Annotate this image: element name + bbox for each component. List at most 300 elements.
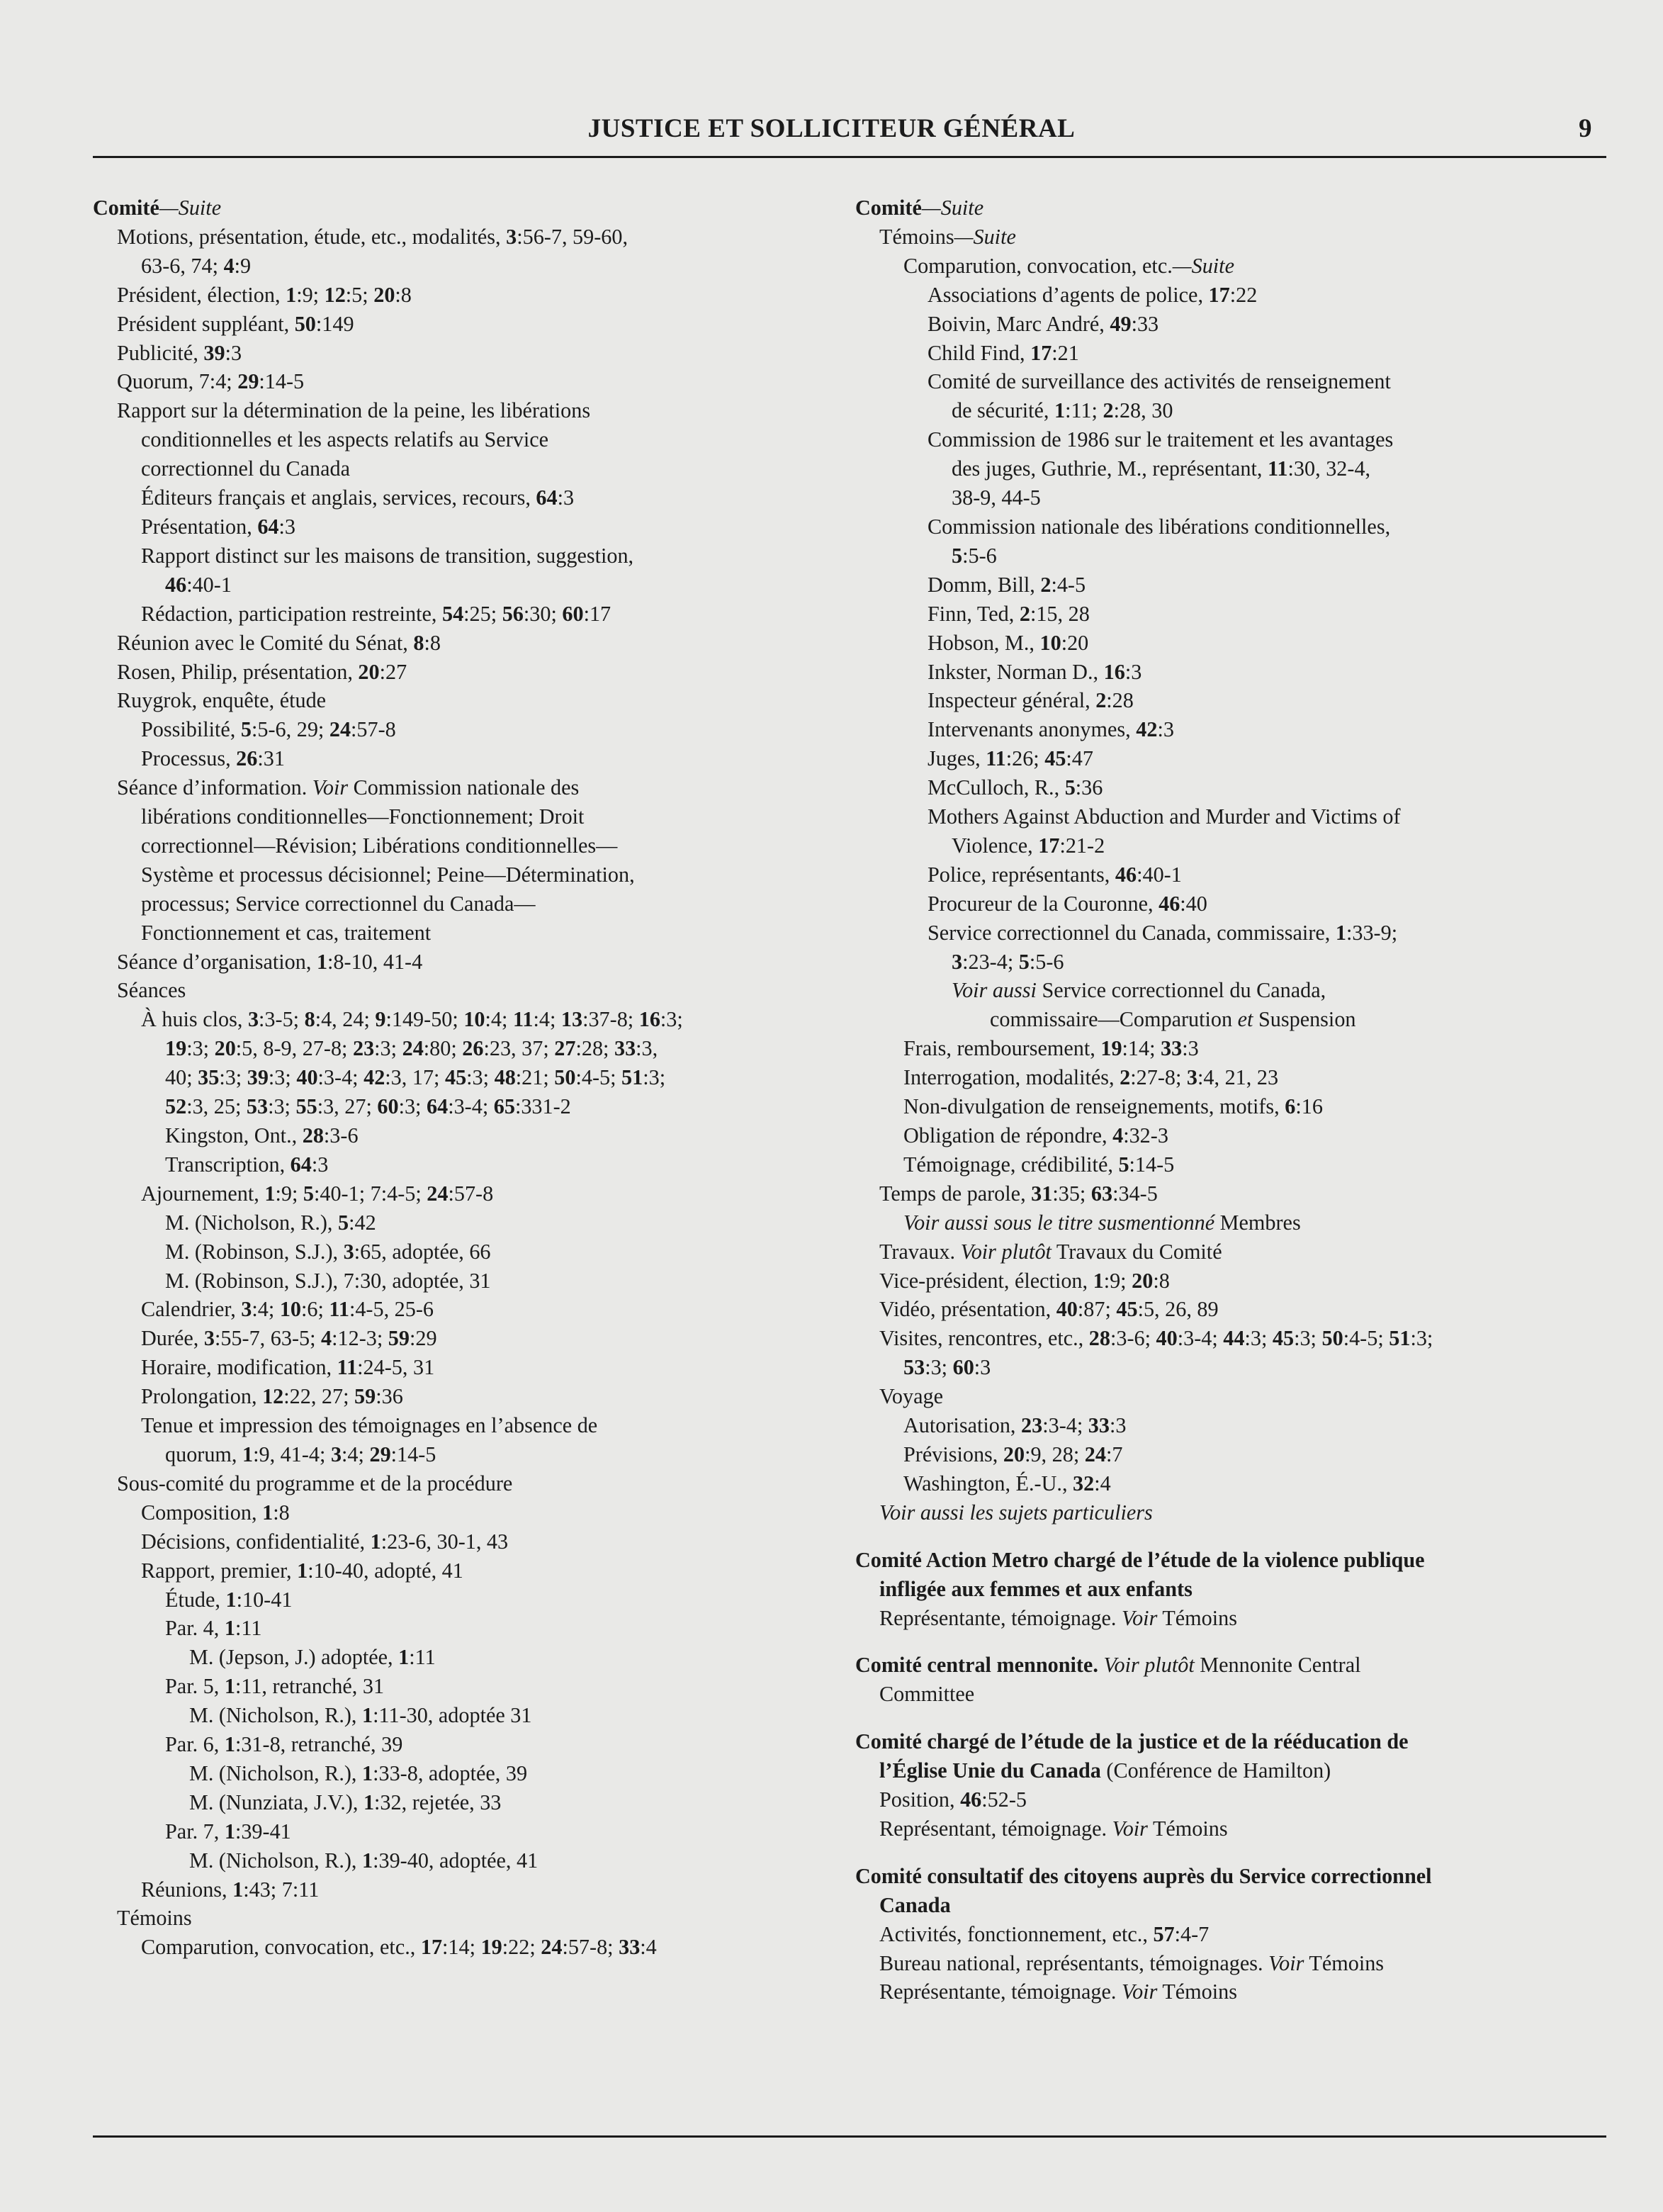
entry-text: :11 — [409, 1645, 436, 1670]
entry-text: :4-5 — [1051, 572, 1086, 597]
volume-ref: 5 — [952, 543, 963, 568]
entry-text: Rapport, premier, — [141, 1558, 298, 1583]
index-entry — [93, 396, 837, 425]
index-entry — [93, 1121, 837, 1150]
index-entry — [855, 1469, 1617, 1498]
volume-ref: 23 — [1021, 1413, 1043, 1438]
entry-text: Prévisions, — [903, 1442, 1003, 1466]
entry-text: Inspecteur général, — [928, 688, 1096, 713]
index-entry — [855, 1440, 1617, 1469]
index-entry — [93, 223, 837, 252]
entry-text: :31-8, retranché, 39 — [235, 1732, 403, 1757]
entry-text: :30; — [523, 601, 563, 626]
entry-text: :3; — [1244, 1326, 1273, 1351]
entry-text: M. (Robinson, S.J.), — [165, 1239, 344, 1264]
index-entry — [93, 339, 837, 368]
entry-text: Procureur de la Couronne, — [928, 891, 1159, 916]
volume-ref: 42 — [1136, 717, 1158, 742]
entry-text: :9, 28; — [1025, 1442, 1085, 1466]
entry-text: À huis clos, — [141, 1007, 248, 1032]
entry-text: :14; — [1122, 1036, 1161, 1061]
entry-text: :4; — [533, 1007, 561, 1032]
index-entry — [855, 1814, 1617, 1843]
entry-text: Comité de surveillance des activités de renseignement — [928, 369, 1391, 394]
entry-text: :8 — [1153, 1268, 1170, 1293]
entry-text: :3; — [1410, 1326, 1433, 1351]
entry-text: :3 — [1109, 1413, 1127, 1438]
index-entry — [93, 1701, 837, 1730]
entry-text: :14; — [442, 1935, 481, 1960]
entry-text: Vice-président, élection, — [879, 1268, 1093, 1293]
entry-text: :3; — [925, 1355, 953, 1380]
entry-text: :22, 27; — [283, 1384, 355, 1409]
volume-ref: 1 — [297, 1558, 308, 1583]
entry-text: :15, 28 — [1030, 601, 1090, 626]
entry-text: Par. 7, — [165, 1819, 225, 1843]
entry-text: Committee — [879, 1682, 975, 1707]
volume-ref: 3 — [203, 1326, 215, 1351]
index-entry — [93, 310, 837, 339]
volume-ref: 1 — [362, 1848, 373, 1873]
entry-text: :42 — [349, 1210, 376, 1235]
entry-text: :56-7, 59-60, — [517, 224, 628, 249]
entry-text: :65, adoptée, 66 — [354, 1239, 491, 1264]
volume-ref: 64 — [536, 485, 558, 510]
volume-ref: 39 — [247, 1065, 269, 1090]
entry-text: :4, 21, 23 — [1197, 1065, 1279, 1090]
entry-text: :3-6; — [1110, 1326, 1156, 1351]
entry-text: :28 — [1106, 688, 1134, 713]
entry-text: Sous-comité du programme et de la procédure — [117, 1471, 513, 1495]
index-entry — [93, 1498, 837, 1527]
index-entry — [855, 629, 1617, 658]
volume-ref: 64 — [257, 514, 279, 539]
volume-ref: 9 — [375, 1007, 386, 1032]
entry-text: :3 — [557, 485, 575, 510]
entry-text: :11; — [1065, 398, 1103, 423]
entry-text: Comparution, convocation, etc., — [141, 1935, 421, 1960]
volume-ref: 35 — [198, 1065, 220, 1090]
entry-text: Finn, Ted, — [928, 601, 1020, 626]
footer-rule — [93, 2135, 1606, 2138]
entry-text: Comparution, convocation, etc. — [903, 253, 1173, 278]
volume-ref: 1 — [242, 1442, 254, 1466]
entry-text: correctionnel du Canada — [141, 456, 351, 481]
volume-ref: 2 — [1095, 688, 1107, 713]
volume-ref: 10 — [463, 1007, 485, 1032]
entry-text: Rapport distinct sur les maisons de transition, suggestion, — [141, 543, 634, 568]
entry-text: :3-4; — [1042, 1413, 1088, 1438]
entry-text: Représentante, témoignage. — [879, 1605, 1122, 1630]
index-entry — [93, 367, 837, 396]
index-entry — [93, 889, 837, 919]
volume-ref: 33 — [1088, 1413, 1110, 1438]
entry-text: Boivin, Marc André, — [928, 311, 1110, 336]
index-entry — [855, 948, 1617, 977]
entry-text: :57-8; — [562, 1935, 619, 1960]
entry-text: Temps de parole, — [879, 1181, 1032, 1206]
index-entry — [855, 1034, 1617, 1063]
entry-text: :33-8, adoptée, 39 — [373, 1761, 528, 1785]
index-entry — [93, 1034, 837, 1063]
entry-text: :9; — [275, 1181, 303, 1206]
index-entry — [93, 629, 837, 658]
volume-ref: Comité Action Metro chargé de l’étude de la violence publique — [855, 1547, 1425, 1572]
index-entry — [855, 715, 1617, 744]
volume-ref: Comité consultatif des citoyens auprès du Service correctionnel — [855, 1863, 1432, 1888]
entry-text: Président suppléant, — [117, 311, 295, 336]
volume-ref: 11 — [512, 1007, 534, 1032]
volume-ref: 11 — [329, 1297, 349, 1322]
cross-ref-label: —Suite — [1172, 253, 1234, 278]
entry-text: Rédaction, participation restreinte, — [141, 601, 442, 626]
cross-ref-label: Voir — [1112, 1816, 1148, 1841]
entry-text: Représentante, témoignage. — [879, 1980, 1122, 2004]
index-entry — [855, 396, 1617, 425]
volume-ref: 23 — [352, 1036, 375, 1061]
entry-text: :14-5 — [1129, 1152, 1175, 1177]
entry-text: Autorisation, — [903, 1413, 1022, 1438]
entry-text: processus; Service correctionnel du Canada— — [141, 891, 536, 916]
entry-text: Réunions, — [141, 1877, 233, 1902]
entry-text: :3, 17; — [385, 1065, 445, 1090]
entry-text: :8-10, 41-4 — [327, 949, 423, 974]
entry-text: :4 — [640, 1935, 657, 1960]
volume-ref: 19 — [1100, 1036, 1122, 1061]
cross-ref-label: Voir — [1122, 1980, 1158, 2004]
index-entry — [855, 252, 1617, 281]
entry-text: :17 — [583, 601, 611, 626]
entry-text: :11, retranché, 31 — [235, 1674, 385, 1699]
entry-text: Horaire, modification, — [141, 1355, 337, 1380]
entry-text: :8 — [424, 630, 441, 655]
index-entry — [93, 1643, 837, 1672]
index-entry — [93, 454, 837, 483]
index-entry — [93, 541, 837, 571]
entry-text: Système et processus décisionnel; Peine—Détermination, — [141, 862, 635, 887]
entry-text: :21-2 — [1059, 833, 1105, 858]
volume-ref: 1 — [262, 1500, 274, 1525]
entry-text: :14-5 — [259, 369, 305, 394]
entry-text: :52-5 — [981, 1787, 1027, 1812]
index-entry — [855, 976, 1617, 1005]
volume-ref: 5 — [240, 717, 252, 742]
volume-ref: 17 — [1038, 833, 1060, 858]
volume-ref: 55 — [295, 1094, 317, 1119]
entry-text: :3; — [398, 1094, 427, 1119]
entry-text: :4; — [342, 1442, 370, 1466]
entry-text: :26; — [1005, 746, 1045, 771]
entry-spacer — [855, 1527, 1617, 1546]
entry-text: Par. 4, — [165, 1616, 225, 1641]
entry-text: :25; — [463, 601, 502, 626]
entry-text: :32, rejetée, 33 — [374, 1790, 502, 1814]
volume-ref: 45 — [444, 1065, 467, 1090]
entry-text: :33-9; — [1346, 920, 1398, 945]
entry-text: Séance d’organisation, — [117, 949, 317, 974]
page-number: 9 — [1579, 114, 1592, 143]
entry-text: :57-8 — [351, 717, 396, 742]
volume-ref: l’Église Unie du Canada — [879, 1758, 1101, 1783]
index-entry — [93, 773, 837, 802]
cross-ref-label: —Suite — [954, 224, 1016, 249]
volume-ref: 2 — [1103, 398, 1114, 423]
volume-ref: 1 — [1054, 398, 1066, 423]
cross-ref-label: Voir — [312, 775, 349, 800]
index-entry — [93, 1614, 837, 1643]
running-header-title: JUSTICE ET SOLLICITEUR GÉNÉRAL — [587, 114, 1076, 143]
volume-ref: 60 — [952, 1355, 974, 1380]
index-entry — [855, 367, 1617, 396]
entry-text: Non-divulgation de renseignements, motifs, — [903, 1094, 1285, 1119]
volume-ref: Comité central mennonite. — [855, 1653, 1104, 1678]
index-entry — [93, 1730, 837, 1759]
entry-text: Éditeurs français et anglais, services, recours, — [141, 485, 536, 510]
entry-text: Témoignage, crédibilité, — [903, 1152, 1119, 1177]
index-entry — [855, 1382, 1617, 1411]
index-entry — [855, 1092, 1617, 1121]
index-entry — [855, 1267, 1617, 1296]
index-entry — [855, 889, 1617, 919]
volume-ref: 20 — [373, 282, 395, 307]
volume-ref: 19 — [165, 1036, 187, 1061]
entry-text: Processus, — [141, 746, 237, 771]
entry-text: :28, 30 — [1113, 398, 1173, 423]
index-entry — [855, 1785, 1617, 1814]
entry-text: Témoins — [1304, 1950, 1385, 1975]
volume-ref: 4 — [1112, 1123, 1124, 1147]
index-entry — [855, 600, 1617, 629]
entry-text: Ruygrok, enquête, étude — [117, 688, 327, 713]
entry-text: Témoins — [117, 1906, 192, 1931]
volume-ref: 65 — [493, 1094, 515, 1119]
entry-text: Rosen, Philip, présentation, — [117, 659, 359, 684]
entry-text: :40 — [1180, 891, 1207, 916]
header-rule — [93, 156, 1606, 158]
index-entry — [93, 1846, 837, 1875]
entry-text: M. (Nicholson, R.), — [189, 1848, 363, 1873]
entry-text: :9; — [1103, 1268, 1132, 1293]
index-entry — [855, 1295, 1617, 1324]
volume-ref: 20 — [358, 659, 380, 684]
volume-ref: Comité — [93, 196, 159, 220]
entry-text: :3 — [1157, 717, 1174, 742]
entry-text: :29 — [409, 1326, 437, 1351]
entry-text: Par. 5, — [165, 1674, 225, 1699]
index-entry — [855, 686, 1617, 715]
entry-text: des juges, Guthrie, M., représentant, — [952, 456, 1268, 481]
index-entry — [93, 831, 837, 860]
entry-text: :9, 41-4; — [253, 1442, 331, 1466]
entry-spacer — [855, 1632, 1617, 1651]
entry-text: Bureau national, représentants, témoignages. — [879, 1950, 1269, 1975]
volume-ref: 33 — [1161, 1036, 1183, 1061]
volume-ref: 24 — [541, 1935, 563, 1960]
entry-text: :57-8 — [448, 1181, 494, 1206]
index-entry — [855, 1498, 1617, 1527]
volume-ref: 40 — [296, 1065, 318, 1090]
index-entry — [93, 1267, 837, 1296]
index-entry — [93, 744, 837, 773]
volume-ref: 59 — [354, 1384, 376, 1409]
entry-text: Séance d’information. — [117, 775, 312, 800]
volume-ref: 1 — [370, 1529, 381, 1554]
entry-text: :3, — [636, 1036, 658, 1061]
volume-ref: 40 — [1056, 1297, 1078, 1322]
volume-ref: 1 — [264, 1181, 276, 1206]
entry-text: :4 — [1094, 1471, 1111, 1495]
index-entry — [855, 1575, 1617, 1604]
volume-ref: 1 — [398, 1645, 410, 1670]
entry-text: :32-3 — [1123, 1123, 1168, 1147]
entry-text: Juges, — [928, 746, 986, 771]
volume-ref: 24 — [329, 717, 351, 742]
entry-text: :3; — [268, 1094, 296, 1119]
cross-ref-label: Voir plutôt — [1103, 1653, 1195, 1678]
index-entry — [855, 1891, 1617, 1920]
volume-ref: 60 — [562, 601, 584, 626]
entry-text: Tenue et impression des témoignages en l’absence de — [141, 1413, 598, 1438]
index-entry — [855, 1949, 1617, 1978]
volume-ref: 53 — [246, 1094, 269, 1119]
entry-text: :20 — [1061, 630, 1089, 655]
entry-text: :5-6, 29; — [252, 717, 329, 742]
volume-ref: Comité — [855, 196, 922, 220]
entry-text: :23-6, 30-1, 43 — [380, 1529, 509, 1554]
cross-ref-label: Voir aussi sous le titre susmentionné — [903, 1210, 1215, 1235]
index-entry — [855, 1353, 1617, 1382]
entry-text: :40-1 — [186, 572, 232, 597]
volume-ref: 12 — [262, 1384, 284, 1409]
entry-text: :3 — [311, 1152, 329, 1177]
entry-text: :11 — [235, 1616, 262, 1641]
entry-text: :87; — [1077, 1297, 1117, 1322]
entry-text: :40-1; 7:4-5; — [313, 1181, 427, 1206]
volume-ref: 33 — [619, 1935, 641, 1960]
volume-ref: 54 — [441, 601, 464, 626]
volume-ref: 1 — [1335, 920, 1346, 945]
volume-ref: 39 — [203, 340, 225, 365]
index-entry — [855, 1063, 1617, 1092]
volume-ref: Comité chargé de l’étude de la justice et de la rééducation de — [855, 1729, 1409, 1754]
index-entry — [93, 802, 837, 831]
entry-text: Motions, présentation, étude, etc., modalités, — [117, 224, 507, 249]
entry-text: :43; 7:11 — [243, 1877, 320, 1902]
entry-text: :3-4; — [448, 1094, 494, 1119]
volume-ref: 5 — [1064, 775, 1076, 800]
entry-text: :30, 32-4, — [1287, 456, 1371, 481]
volume-ref: 24 — [1084, 1442, 1106, 1466]
index-entry — [855, 454, 1617, 483]
entry-text: :36 — [376, 1384, 403, 1409]
entry-text: Témoins — [1147, 1816, 1228, 1841]
entry-text: :22; — [502, 1935, 541, 1960]
entry-text: :3 — [1124, 659, 1142, 684]
entry-text: Washington, É.-U., — [903, 1471, 1073, 1495]
volume-ref: 50 — [1321, 1326, 1343, 1351]
entry-text: :34-5 — [1112, 1181, 1158, 1206]
entry-text: :39-40, adoptée, 41 — [373, 1848, 539, 1873]
entry-text: Ajournement, — [141, 1181, 265, 1206]
entry-text: Mennonite Central — [1194, 1653, 1361, 1678]
index-entry — [93, 1382, 837, 1411]
volume-ref: 45 — [1044, 746, 1066, 771]
index-entry — [93, 1353, 837, 1382]
entry-text: :11-30, adoptée 31 — [373, 1703, 532, 1728]
index-entry — [855, 773, 1617, 802]
entry-text: Représentant, témoignage. — [879, 1816, 1112, 1841]
index-entry — [855, 831, 1617, 860]
entry-text: :4-5; — [575, 1065, 622, 1090]
entry-text: 38-9, 44-5 — [952, 485, 1041, 510]
cross-ref-label: —Suite — [921, 196, 984, 220]
index-column-right — [855, 193, 1617, 2006]
entry-text: :37-8; — [582, 1007, 639, 1032]
index-entry — [93, 1672, 837, 1701]
entry-text: :40-1 — [1137, 862, 1182, 887]
volume-ref: 24 — [402, 1036, 424, 1061]
entry-text: Hobson, M., — [928, 630, 1040, 655]
entry-text: :3 — [1182, 1036, 1199, 1061]
entry-text: :7 — [1105, 1442, 1123, 1466]
index-entry — [855, 1208, 1617, 1237]
entry-text: :3-5; — [259, 1007, 305, 1032]
index-entry — [93, 1875, 837, 1904]
entry-text: de sécurité, — [952, 398, 1054, 423]
index-entry — [855, 1005, 1617, 1034]
entry-text: :4-7 — [1174, 1921, 1210, 1946]
volume-ref: 29 — [369, 1442, 391, 1466]
index-entry — [855, 1179, 1617, 1208]
volume-ref: 8 — [304, 1007, 315, 1032]
volume-ref: 24 — [427, 1181, 449, 1206]
entry-text: Position, — [879, 1787, 961, 1812]
index-entry — [93, 1817, 837, 1846]
entry-text: :149-50; — [385, 1007, 464, 1032]
volume-ref: 3 — [506, 224, 517, 249]
volume-ref: 20 — [1132, 1268, 1154, 1293]
index-entry — [855, 1237, 1617, 1267]
entry-text: :10-40, adopté, 41 — [308, 1558, 463, 1583]
index-entry — [93, 1092, 837, 1121]
volume-ref: 3 — [241, 1297, 252, 1322]
index-entry — [93, 483, 837, 512]
index-entry — [93, 1527, 837, 1556]
index-entry — [855, 425, 1617, 454]
volume-ref: 5 — [1018, 949, 1030, 974]
volume-ref: 48 — [494, 1065, 516, 1090]
entry-text: :3 — [974, 1355, 991, 1380]
volume-ref: 44 — [1223, 1326, 1245, 1351]
index-entry — [93, 252, 837, 281]
index-entry — [855, 802, 1617, 831]
entry-text: :3-6 — [323, 1123, 359, 1147]
volume-ref: 3 — [952, 949, 963, 974]
volume-ref: 10 — [279, 1297, 301, 1322]
entry-text: :27 — [379, 659, 407, 684]
index-entry — [93, 512, 837, 541]
entry-text: :4; — [485, 1007, 513, 1032]
volume-ref: 2 — [1120, 1065, 1131, 1090]
volume-ref: 20 — [1003, 1442, 1025, 1466]
index-entry — [93, 281, 837, 310]
entry-text: :5, 26, 89 — [1137, 1297, 1219, 1322]
entry-text: Commission nationale des — [348, 775, 580, 800]
entry-text: :27-8; — [1130, 1065, 1187, 1090]
index-entry — [93, 1324, 837, 1353]
volume-ref: 26 — [462, 1036, 484, 1061]
volume-ref: 1 — [224, 1819, 235, 1843]
